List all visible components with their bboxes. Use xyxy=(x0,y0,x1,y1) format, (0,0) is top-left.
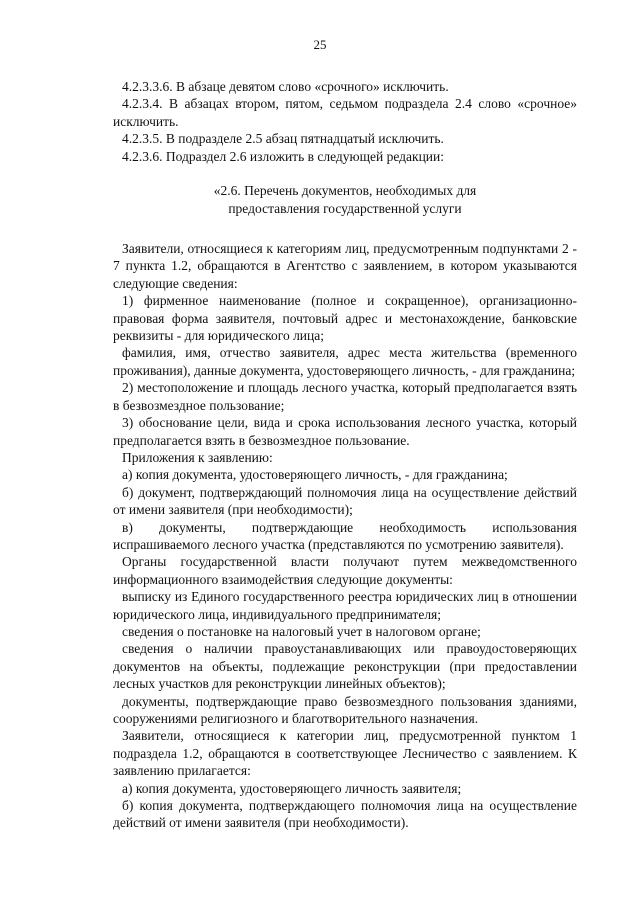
body-paragraph: 2) местоположение и площадь лесного участка, который предполагается взять в безвозмездное пользование; xyxy=(113,380,577,413)
amendment-paragraph: 4.2.3.3.6. В абзаце девятом слово «срочного» исключить. xyxy=(122,79,449,94)
body-paragraph: документы, подтверждающие право безвозмездного пользования зданиями, сооружениями религиозного и благотворительного назначения. xyxy=(113,693,577,726)
page-number: 25 xyxy=(313,37,327,52)
body-paragraph: а) копия документа, удостоверяющего личность, - для гражданина; xyxy=(122,467,508,483)
body-paragraph: Заявители, относящиеся к категории лиц, предусмотренной пунктом 1 подраздела 1.2, обращаются в соответствующее Лесничество с заявлением. К заявлению прилагается: xyxy=(113,728,577,779)
body-paragraph: сведения о постановке на налоговый учет в налоговом органе; xyxy=(122,623,481,639)
body-paragraph: выписку из Единого государственного реестра юридических лиц в отношении юридического лица, индивидуального предпринимателя; xyxy=(113,589,577,622)
body-paragraph: 1) фирменное наименование (полное и сокращенное), организационно-правовая форма заявителя, почтовый адрес и местонахождение, банковские реквизиты - для юридического лица; xyxy=(113,293,577,344)
amendment-paragraph: 4.2.3.4. В абзацах втором, пятом, седьмом подраздела 2.4 слово «срочное» исключить. xyxy=(113,96,577,129)
body-paragraph: Заявители, относящиеся к категориям лиц, предусмотренным подпунктами 2 - 7 пункта 1.2, обращаются в Агентство с заявлением, в котором указываются следующие сведения: xyxy=(113,241,577,291)
body-paragraph: б) документ, подтверждающий полномочия лица на осуществление действий от имени заявителя (при необходимости); xyxy=(113,484,577,518)
body-paragraph: 3) обоснование цели, вида и срока использования лесного участка, который предполагается взять в безвозмездное пользование. xyxy=(113,415,577,448)
body-paragraph: Приложения к заявлению: xyxy=(122,449,273,465)
document-body xyxy=(113,78,577,832)
amendment-paragraph: 4.2.3.5. В подразделе 2.5 абзац пятнадцатый исключить. xyxy=(122,131,444,147)
body-paragraph: сведения о наличии правоустанавливающих или правоудостоверяющих документов на объекты, подлежащие реконструкции (при предоставлении лесных участков для реконструкции линейных объектов); xyxy=(113,641,577,692)
body-paragraph: в) документы, подтверждающие необходимость использования испрашиваемого лесного участка (представляются по усмотрению заявителя). xyxy=(113,519,577,552)
section-heading-line: «2.6. Перечень документов, необходимых для xyxy=(213,183,477,199)
body-paragraph: а) копия документа, удостоверяющего личность заявителя; xyxy=(122,780,462,796)
body-paragraph: Органы государственной власти получают путем межведомственного информационного взаимодействия следующие документы: xyxy=(113,554,577,587)
body-paragraph: б) копия документа, подтверждающего полномочия лица на осуществление действий от имени заявителя (при необходимости). xyxy=(113,798,577,831)
section-heading xyxy=(113,182,577,218)
amendment-paragraph: 4.2.3.6. Подраздел 2.6 изложить в следующей редакции: xyxy=(122,148,444,164)
body-paragraph: фамилия, имя, отчество заявителя, адрес места жительства (временного проживания), данные документа, удостоверяющего личность, - для гражданина; xyxy=(113,345,577,378)
section-heading-line: предоставления государственной услуги xyxy=(228,201,462,217)
